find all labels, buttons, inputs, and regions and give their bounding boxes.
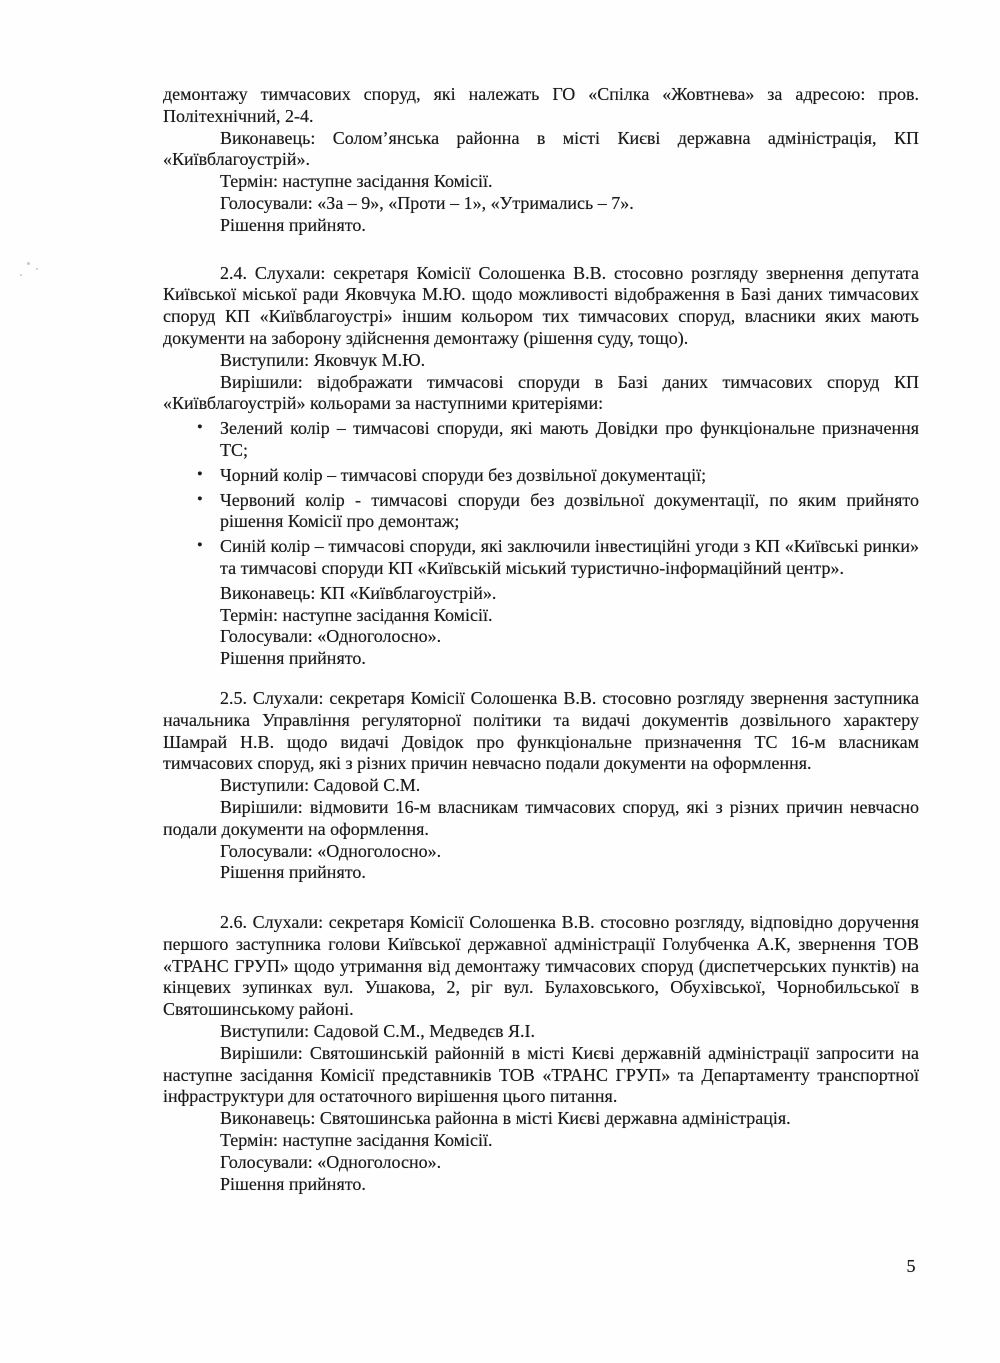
executor-line: Виконавець: Святошинська районна в місті Києві державна адміністрація. [220,1108,791,1129]
term-line: Термін: наступне засідання Комісії. [220,604,493,625]
section-2-3-tail [163,84,919,237]
section-heading-paragraph: 2.5. Слухали: секретаря Комісії Солошенка В.В. стосовно розгляду звернення заступника начальника Управління регуляторної політики та видачі документів дозвільного характеру Шамрай Н.В. щодо видачі Довідок про функціональне призначення ТС 16-м власникам тимчасових споруд, які з різних причин невчасно подали документи на оформлення. [163,687,919,774]
decision-line: Рішення прийнято. [220,214,366,235]
section-heading-paragraph: 2.4. Слухали: секретаря Комісії Солошенка В.В. стосовно розгляду звернення депутата Київської міської ради Яковчука М.Ю. щодо можливості відображення в Базі даних тимчасових споруд КП «Київблагоустрі» іншим кольором тих тимчасових споруд, власники яких мають документи на заборону здійснення демонтажу (рішення суду, тощо). [163,262,919,348]
section-heading-paragraph: 2.6. Слухали: секретаря Комісії Солошенка В.В. стосовно розгляду, відповідно доручення першого заступника голови Київської державної адміністрації Голубченка А.К, звернення ТОВ «ТРАНС ГРУП» щодо утримання від демонтажу тимчасових споруд (диспетчерських пунктів) на кінцевих зупинках вул. Ушакова, 2, ріг вул. Булаховського, Обухівської, Чорнобильської в Святошинському районі. [163,912,919,1020]
resolved-paragraph: Вирішили: відображати тимчасові споруди в Базі даних тимчасових споруд КП «Київблагоустрій» кольорами за наступними критеріями: [163,371,919,414]
document-text-block [163,84,919,1195]
bullet-item-blue: • Синій колір – тимчасові споруди, які заключили інвестиційні угоди з КП «Київські ринки» та тимчасові споруди КП «Київській міський туристично-інформаційний центр». [220,536,919,580]
vote-line: Голосували: «За – 9», «Проти – 1», «Утримались – 7». [220,192,634,213]
executor-line: Виконавець: КП «Київблагоустрій». [220,582,497,603]
executor-line: Виконавець: Солом’янська районна в місті Києві державна адміністрація, КП «Київблагоустрій». [163,127,919,170]
decision-line: Рішення прийнято. [220,648,366,669]
decision-line: Рішення прийнято. [220,862,366,883]
vote-line: Голосували: «Одноголосно». [220,840,442,861]
page-number: 5 [906,1256,916,1276]
continuation-paragraph: демонтажу тимчасових споруд, які належать ГО «Спілка «Жовтнева» за адресою: пров. Політехнічний, 2-4. [163,84,919,126]
term-line: Термін: наступне засідання Комісії. [220,171,493,192]
resolved-paragraph: Вирішили: Святошинській районній в місті Києві державній адміністрації запросити на наступне засідання Комісії представників ТОВ «ТРАНС ГРУП» та Департаменту транспортної інфраструктури для остаточного вирішення цього питання. [163,1042,919,1107]
spoke-line: Виступили: Садовой С.М. [220,775,421,796]
bullet-item-green: • Зелений колір – тимчасові споруди, які мають Довідки про функціональне призначення ТС; [220,418,919,462]
section-2-6 [163,912,919,1195]
section-2-5 [163,688,919,884]
vote-line: Голосували: «Одноголосно». [220,626,442,647]
spoke-line: Виступили: Яковчук М.Ю. [220,349,426,370]
resolved-paragraph: Вирішили: відмовити 16-м власникам тимчасових споруд, які з різних причин невчасно подали документи на оформлення. [163,796,919,839]
section-2-4 [163,263,919,670]
bullet-item-red: • Червоний колір - тимчасові споруди без дозвільної документації, по яким прийнято рішення Комісії про демонтаж; [220,490,919,534]
vote-line: Голосували: «Одноголосно». [220,1151,442,1172]
spoke-line: Виступили: Садовой С.М., Медведєв Я.І. [220,1021,536,1042]
color-criteria-list [163,418,919,580]
term-line: Термін: наступне засідання Комісії. [220,1130,493,1151]
bullet-item-black: • Чорний колір – тимчасові споруди без дозвільної документації; [220,465,919,487]
scan-speck [20,274,22,276]
scan-speck [27,262,30,265]
scan-speck [36,268,38,270]
decision-line: Рішення прийнято. [220,1173,366,1194]
